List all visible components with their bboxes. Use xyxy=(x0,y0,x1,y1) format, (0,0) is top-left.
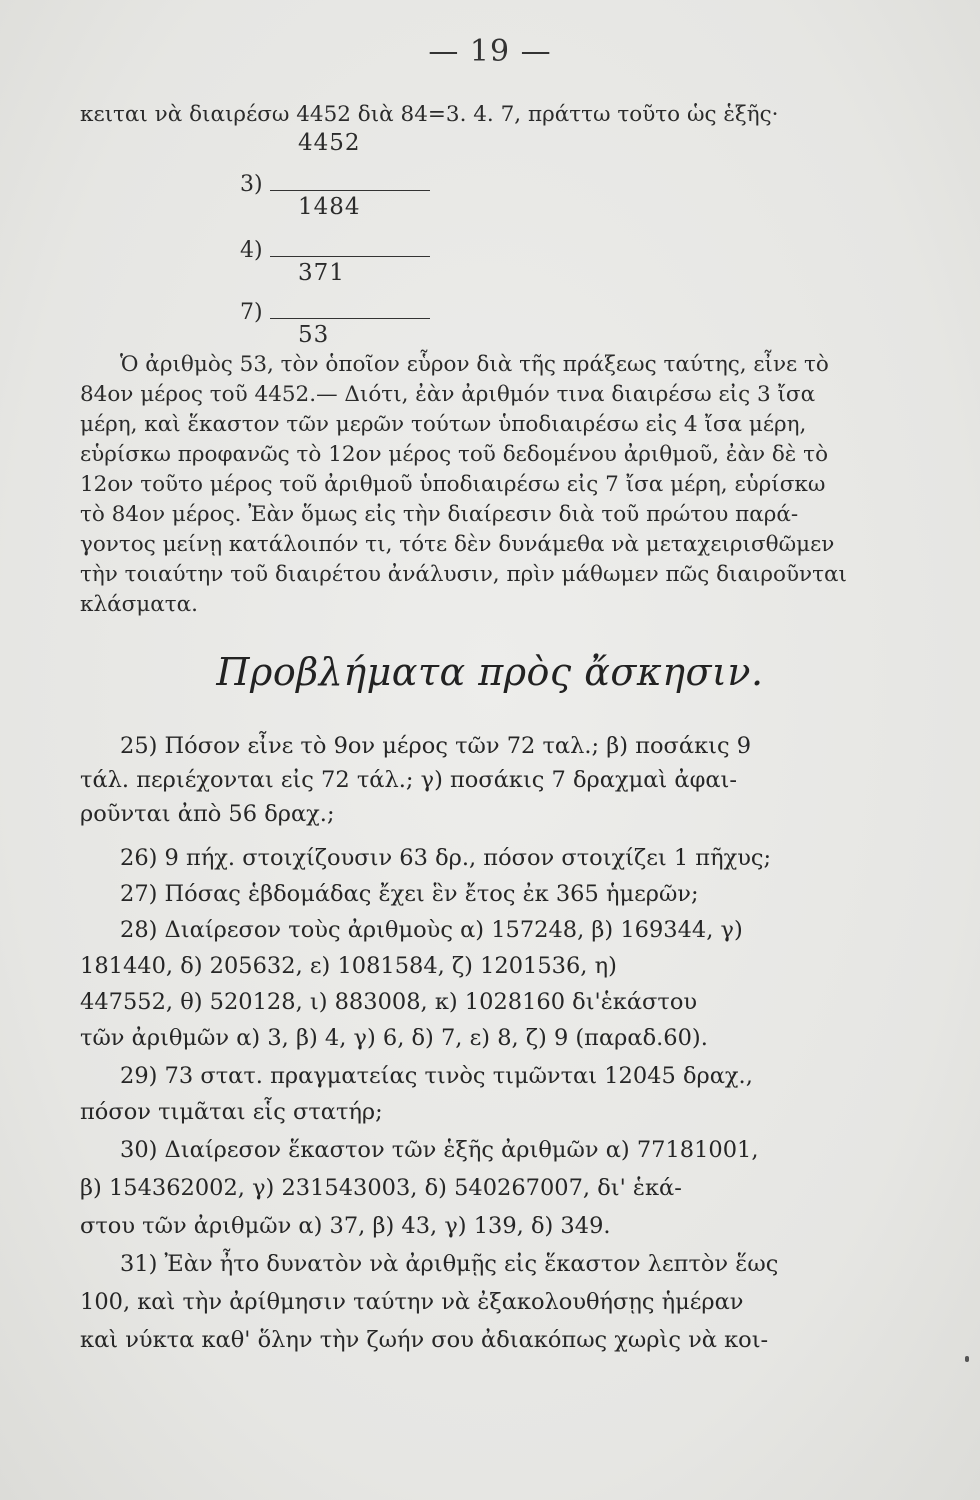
exercise-line: καὶ νύκτα καθ' ὅλην τὴν ζωήν σου ἀδιακόπως χωρὶς νὰ κοι- xyxy=(80,1327,769,1353)
division-divisor-7: 7) xyxy=(240,300,263,325)
division-rule xyxy=(270,256,430,257)
exercise-line: 26) 9 πήχ. στοιχίζουσιν 63 δρ., πόσον στοιχίζει 1 πῆχυς; xyxy=(120,845,772,871)
exercise-line: 29) 73 στατ. πραγματείας τινὸς τιμῶνται 12045 δραχ., xyxy=(120,1063,753,1089)
paragraph-line: Ὁ ἀριθμὸς 53, τὸν ὁποῖον εὗρον διὰ τῆς πράξεως ταύτης, εἶνε τὸ xyxy=(120,352,829,377)
division-rule xyxy=(270,190,430,191)
division-quotient-2: 371 xyxy=(298,260,345,286)
exercise-line: τάλ. περιέχονται εἰς 72 τάλ.; γ) ποσάκις 7 δραχμαὶ ἀφαι- xyxy=(80,767,737,793)
exercise-line: πόσον τιμᾶται εἷς στατήρ; xyxy=(80,1099,383,1125)
exercise-line: 27) Πόσας ἑβδομάδας ἔχει ἓν ἔτος ἐκ 365 ἡμερῶν; xyxy=(120,881,699,907)
exercise-line: β) 154362002, γ) 231543003, δ) 540267007, δι' ἑκά- xyxy=(80,1175,682,1201)
exercise-line: 30) Διαίρεσον ἕκαστον τῶν ἑξῆς ἀριθμῶν α) 77181001, xyxy=(120,1137,759,1163)
exercise-line: τῶν ἀριθμῶν α) 3, β) 4, γ) 6, δ) 7, ε) 8, ζ) 9 (παραδ.60). xyxy=(80,1025,708,1051)
exercise-line: 31) Ἐὰν ἦτο δυνατὸν νὰ ἀριθμῇς εἰς ἕκαστον λεπτὸν ἕως xyxy=(120,1251,779,1277)
division-dividend: 4452 xyxy=(298,130,361,156)
exercise-line: 447552, θ) 520128, ι) 883008, κ) 1028160 δι'ἑκάστου xyxy=(80,989,698,1015)
exercise-line: 181440, δ) 205632, ε) 1081584, ζ) 1201536, η) xyxy=(80,953,617,979)
exercise-line: 25) Πόσον εἶνε τὸ 9ον μέρος τῶν 72 ταλ.; β) ποσάκις 9 xyxy=(120,733,752,759)
intro-line: κειται νὰ διαιρέσω 4452 διὰ 84=3. 4. 7, πράττω τοῦτο ὡς ἑξῆς· xyxy=(80,102,779,127)
page-number: — 19 — xyxy=(428,34,552,69)
exercise-line: 28) Διαίρεσον τοὺς ἀριθμοὺς α) 157248, β) 169344, γ) xyxy=(120,917,743,943)
paragraph-line: μέρη, καὶ ἕκαστον τῶν μερῶν τούτων ὑποδιαιρέσω εἰς 4 ἴσα μέρη, xyxy=(80,412,807,437)
division-rule xyxy=(270,318,430,319)
ink-speck xyxy=(965,1356,969,1362)
division-result: 53 xyxy=(298,322,330,348)
exercise-line: 100, καὶ τὴν ἀρίθμησιν ταύτην νὰ ἐξακολουθήσῃς ἡμέραν xyxy=(80,1289,744,1315)
paragraph-line: τὸ 84ον μέρος. Ἐὰν ὅμως εἰς τὴν διαίρεσιν διὰ τοῦ πρώτου παρά- xyxy=(80,502,799,527)
paragraph-line: 84ον μέρος τοῦ 4452.— Διότι, ἐὰν ἀριθμόν τινα διαιρέσω εἰς 3 ἴσα xyxy=(80,382,816,407)
division-divisor-3: 3) xyxy=(240,172,263,197)
division-quotient-1: 1484 xyxy=(298,194,361,220)
paragraph-line: εὑρίσκω προφανῶς τὸ 12ον μέρος τοῦ δεδομένου ἀριθμοῦ, ἐὰν δὲ τὸ xyxy=(80,442,829,467)
division-divisor-4: 4) xyxy=(240,238,263,263)
paragraph-line: 12ον τοῦτο μέρος τοῦ ἀριθμοῦ ὑποδιαιρέσω εἰς 7 ἴσα μέρη, εὑρίσκω xyxy=(80,472,826,497)
paragraph-line: γοντος μείνῃ κατάλοιπόν τι, τότε δὲν δυνάμεθα νὰ μεταχειρισθῶμεν xyxy=(80,532,835,557)
exercise-line: ροῦνται ἀπὸ 56 δραχ.; xyxy=(80,801,335,827)
exercise-line: στου τῶν ἀριθμῶν α) 37, β) 43, γ) 139, δ) 349. xyxy=(80,1213,611,1239)
paragraph-line: τὴν τοιαύτην τοῦ διαιρέτου ἀνάλυσιν, πρὶν μάθωμεν πῶς διαιροῦνται xyxy=(80,562,847,587)
section-heading: Προβλήματα πρὸς ἄσκησιν. xyxy=(216,650,764,694)
paragraph-line: κλάσματα. xyxy=(80,592,198,617)
division-worked-example xyxy=(240,128,440,378)
